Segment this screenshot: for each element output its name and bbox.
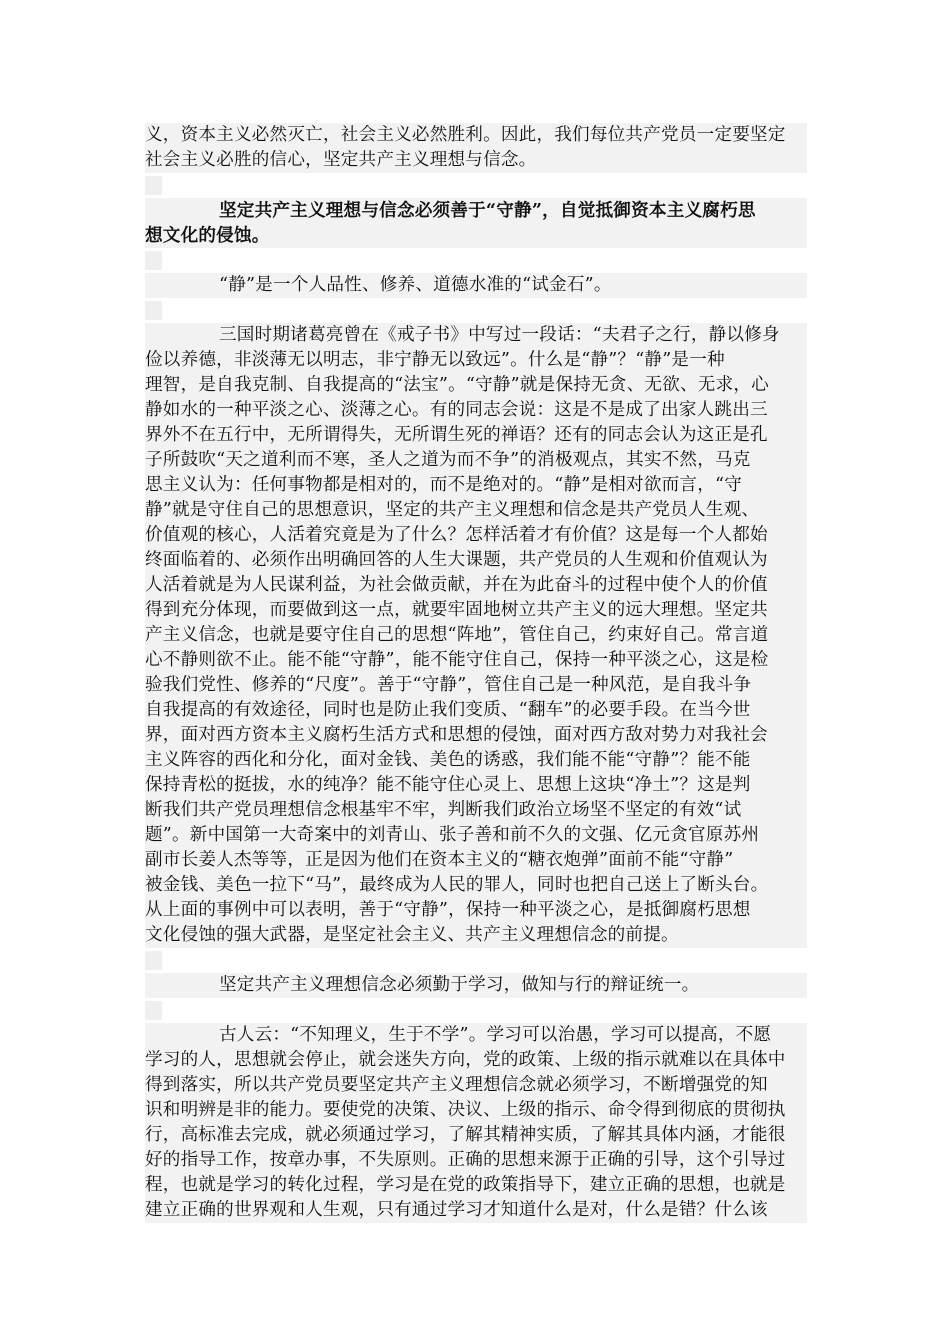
text-line: 静”就是守住自己的思想意识，坚定的共产主义理想和信念是共产党员人生观、: [145, 498, 807, 523]
text-line: 社会主义必胜的信心，坚定共产主义理想与信念。: [145, 148, 807, 173]
text-line: 行，高标准去完成，就必须通过学习，了解其精神实质，了解其具体内涵，才能很: [145, 1123, 807, 1148]
text-line: 俭以养德，非淡薄无以明志，非宁静无以致远”。什么是“静”？“静”是一种: [145, 348, 807, 373]
text-line: 人活着就是为人民谋利益，为社会做贡献，并在为此奋斗的过程中使个人的价值: [145, 573, 807, 598]
heading-line: 想文化的侵蚀。: [145, 223, 807, 248]
text-line: 程，也就是学习的转化过程，学习是在党的政策指导下，建立正确的思想，也就是: [145, 1173, 807, 1198]
text-line: 题”。新中国第一大奇案中的刘青山、张子善和前不久的文强、亿元贪官原苏州: [145, 823, 807, 848]
text-line: 三国时期诸葛亮曾在《戒子书》中写过一段话：“夫君子之行，静以修身: [145, 323, 807, 348]
text-line: 从上面的事例中可以表明，善于“守静”，保持一种平淡之心，是抵御腐朽思想: [145, 898, 807, 923]
text-line: 静如水的一种平淡之心、淡薄之心。有的同志会说：这是不是成了出家人跳出三: [145, 398, 807, 423]
text-line: 子所鼓吹“天之道利而不寒，圣人之道为而不争”的消极观点，其实不然，马克: [145, 448, 807, 473]
text-line: 得到充分体现，而要做到这一点，就要牢固地树立共产主义的远大理想。坚定共: [145, 598, 807, 623]
text-line: “静”是一个人品性、修养、道德水准的“试金石”。: [145, 273, 807, 298]
text-line: 被金钱、美色一拉下“马”，最终成为人民的罪人，同时也把自己送上了断头台。: [145, 873, 807, 898]
text-line: 心不静则欲不止。能不能“守静”，能不能守住自己，保持一种平淡之心，这是检: [145, 648, 807, 673]
text-line: 得到落实，所以共产党员要坚定共产主义理想信念就必须学习，不断增强党的知: [145, 1073, 807, 1098]
text-line: 界外不在五行中，无所谓得失，无所谓生死的禅语？还有的同志会认为这正是孔: [145, 423, 807, 448]
text-line: 思主义认为：任何事物都是相对的，而不是绝对的。“静”是相对欲而言，“守: [145, 473, 807, 498]
text-line: 学习的人，思想就会停止，就会迷失方向，党的政策、上级的指示就难以在具体中: [145, 1048, 807, 1073]
text-line: 主义阵容的西化和分化，面对金钱、美色的诱惑，我们能不能“守静”？能不能: [145, 748, 807, 773]
text-line: 理智，是自我克制、自我提高的“法宝”。“守静”就是保持无贪、无欲、无求，心: [145, 373, 807, 398]
heading-line: 坚定共产主义理想与信念必须善于“守静”，自觉抵御资本主义腐朽思: [145, 198, 807, 223]
paragraph-spacer: [145, 173, 807, 198]
text-line: 识和明辨是非的能力。要使党的决策、决议、上级的指示、命令得到彻底的贯彻执: [145, 1098, 807, 1123]
paragraph-zhuge-liang: [145, 323, 807, 948]
text-line: 文化侵蚀的强大武器，是坚定社会主义、共产主义理想信念的前提。: [145, 923, 807, 948]
text-line: 保持青松的挺拔，水的纯净？能不能守住心灵上、思想上这块“净土”？这是判: [145, 773, 807, 798]
paragraph-1: [145, 123, 807, 173]
text-line: 建立正确的世界观和人生观，只有通过学习才知道什么是对，什么是错？什么该: [145, 1198, 807, 1223]
text-line: 产主义信念，也就是要守住自己的思想“阵地”，管住自己，约束好自己。常言道: [145, 623, 807, 648]
paragraph-study: [145, 1023, 807, 1223]
paragraph-spacer: [145, 948, 807, 973]
text-line: 断我们共产党员理想信念根基牢不牢，判断我们政治立场坚不坚定的有效“试: [145, 798, 807, 823]
text-line: 义，资本主义必然灭亡，社会主义必然胜利。因此，我们每位共产党员一定要坚定: [145, 123, 807, 148]
text-line: 好的指导工作，按章办事，不失原则。正确的思想来源于正确的引导，这个引导过: [145, 1148, 807, 1173]
paragraph-touchstone: [145, 273, 807, 298]
document-body: [145, 123, 807, 1223]
text-line: 界，面对西方资本主义腐朽生活方式和思想的侵蚀，面对西方敌对势力对我社会: [145, 723, 807, 748]
text-line: 自我提高的有效途径，同时也是防止我们变质、“翻车”的必要手段。在当今世: [145, 698, 807, 723]
paragraph-spacer: [145, 298, 807, 323]
paragraph-study-heading: [145, 973, 807, 998]
text-line: 验我们党性、修养的“尺度”。善于“守静”，管住自己是一种风范，是自我斗争: [145, 673, 807, 698]
text-line: 价值观的核心，人活着究竟是为了什么？怎样活着才有价值？这是每一个人都始: [145, 523, 807, 548]
text-line: 终面临着的、必须作出明确回答的人生大课题，共产党员的人生观和价值观认为: [145, 548, 807, 573]
text-line: 坚定共产主义理想信念必须勤于学习，做知与行的辩证统一。: [145, 973, 807, 998]
section-heading-shoujing: [145, 198, 807, 248]
paragraph-spacer: [145, 998, 807, 1023]
paragraph-spacer: [145, 248, 807, 273]
text-line: 副市长姜人杰等等，正是因为他们在资本主义的“糖衣炮弹”面前不能“守静”: [145, 848, 807, 873]
text-line: 古人云：“不知理义，生于不学”。学习可以治愚，学习可以提高，不愿: [145, 1023, 807, 1048]
